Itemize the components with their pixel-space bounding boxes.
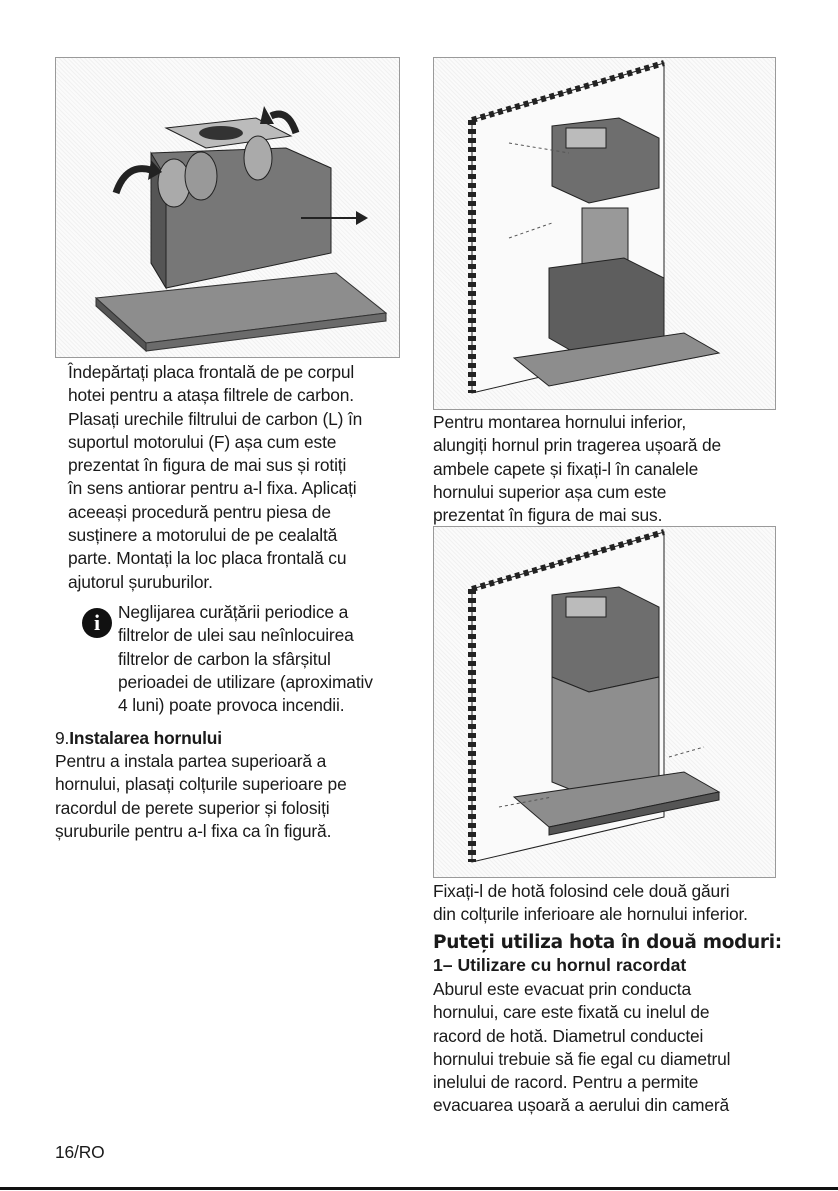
text-line: filtrelor de carbon la sfârșitul [118,648,331,669]
footer-divider [0,1187,838,1190]
text-line: prezentat în figura de mai sus și rotiți [68,455,347,476]
usage-modes-heading: Puteți utiliza hota în două moduri: [433,932,782,953]
figure-chimney-fixing-holes [433,526,776,878]
section-title: Instalarea hornului [69,728,222,748]
text-line: alungiți hornul prin tragerea ușoară de [433,435,722,456]
text-line: racord de hotă. Diametrul conductei [433,1025,704,1046]
text-line: hornului, plasați colțurile superioare pe [55,774,347,795]
text-line: filtrelor de ulei sau neînlocuirea [118,625,354,646]
text-line: parte. Montați la loc placa frontală cu [68,548,347,569]
text-line: Îndepărtați placa frontală de pe corpul [68,362,355,382]
note-fire-warning [118,601,413,717]
text-line: din colțurile inferioare ale hornului inferior. [433,904,748,925]
text-line: Plasați urechile filtrului de carbon (L) în [68,408,363,429]
section-heading [55,727,222,750]
text-line: 4 luni) poate provoca incendii. [118,695,345,716]
text-line: evacuarea ușoară a aerului din cameră [433,1095,730,1116]
right-paragraph-fixing [433,880,813,927]
figure-carbon-filter-mounting [55,57,400,358]
left-paragraph-upper-chimney [55,750,400,843]
text-line: Aburul este evacuat prin conducta [433,979,692,999]
text-line: hornului superior așa cum este [433,481,667,502]
text-line: prezentat în figura de mai sus. [433,505,663,526]
text-line: în sens antiorar pentru a-l fixa. Aplicați [68,478,357,499]
text-line: perioadei de utilizare (aproximativ [118,671,373,692]
text-line: susținere a motorului de pe cealaltă [68,525,338,546]
text-line: hornului, care este fixată cu inelul de [433,1002,710,1023]
figure-upper-chimney-installation [433,57,776,410]
text-line: hotei pentru a atașa filtrele de carbon. [68,385,354,406]
text-line: șuruburile pentru a-l fixa ca în figură. [55,820,332,841]
right-paragraph-lower-chimney [433,411,793,527]
right-paragraph-exhaust [433,978,813,1118]
text-line: Neglijarea curățării periodice a [118,602,349,622]
text-line: racordul de perete superior și folosiți [55,797,330,818]
usage-mode-1-heading: 1– Utilizare cu hornul racordat [433,955,687,975]
text-line: Fixați-l de hotă folosind cele două găuri [433,881,730,901]
section-number: 9. [55,728,70,748]
page-number: 16/RO [55,1142,105,1162]
text-line: ambele capete și fixați-l în canalele [433,458,699,479]
text-line: Pentru montarea hornului inferior, [433,412,687,432]
text-line: suportul motorului (F) așa cum este [68,431,337,452]
text-line: aceeași procedură pentru piesa de [68,501,331,522]
text-line: Pentru a instala partea superioară a [55,751,327,771]
text-line: ajutorul șuruburilor. [68,571,213,592]
text-line: hornului trebuie să fie egal cu diametrul [433,1048,731,1069]
info-icon: i [82,608,112,638]
text-line: inelului de racord. Pentru a permite [433,1072,699,1093]
left-paragraph-carbon-filters [68,361,413,594]
